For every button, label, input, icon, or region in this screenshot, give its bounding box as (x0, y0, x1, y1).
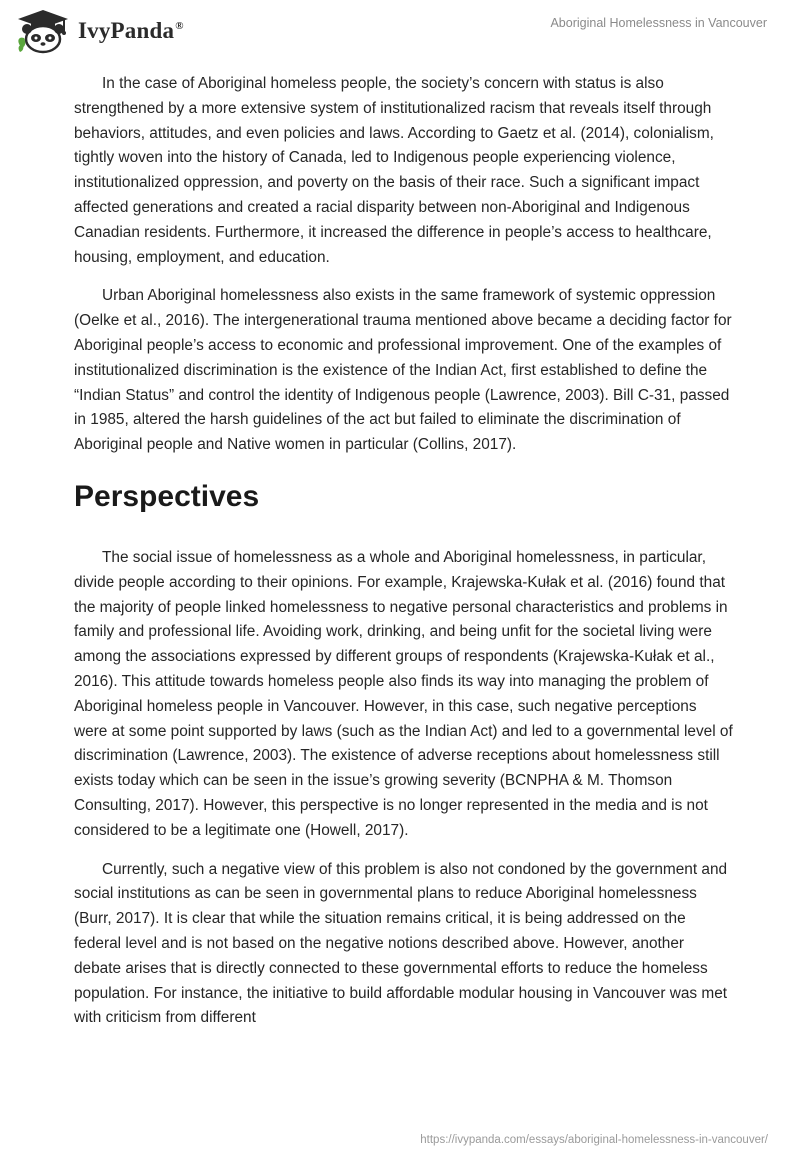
panda-graduate-icon (14, 8, 72, 54)
document-title: Aboriginal Homelessness in Vancouver (550, 16, 767, 30)
essay-content (74, 72, 734, 1045)
ivypanda-logo[interactable] (14, 8, 184, 54)
brand-name: IvyPanda® (78, 18, 184, 43)
page-header (0, 0, 800, 70)
paragraph-2: Urban Aboriginal homelessness also exists in the same framework of systemic oppression (Oelke et al., 2016). The intergenerational trauma mentioned above became a deciding factor for Aboriginal people’s access to economic and professional improvement. One of the examples of institutionalized discrimination is the existence of the Indian Act, first established to define the “Indian Status” and control the identity of Indigenous people (Lawrence, 2003). Bill C-31, passed in 1985, altered the harsh guidelines of the act but failed to eliminate the discrimination of Aboriginal people and Native women in particular (Collins, 2017). (74, 287, 732, 454)
paragraph-4: Currently, such a negative view of this problem is also not condoned by the government and social institutions as can be seen in governmental plans to reduce Aboriginal homelessness (Burr, 2017). It is clear that while the situation remains critical, it is being addressed on the federal level and is not based on the negative notions described above. However, another debate arises that is directly connected to these governmental efforts to reduce the homeless population. For instance, the initiative to build affordable modular housing in Vancouver was met with criticism from different (74, 860, 728, 1027)
footer-source-url[interactable]: https://ivypanda.com/essays/aboriginal-homelessness-in-vancouver/ (420, 1134, 768, 1146)
paragraph-1: In the case of Aboriginal homeless people, the society’s concern with status is also strengthened by a more extensive system of institutionalized racism that reveals itself through behaviors, attitudes, and even policies and laws. According to Gaetz et al. (2014), colonialism, tightly woven into the history of Canada, led to Indigenous people experiencing violence, institutionalized oppression, and poverty on the basis of their race. Such a significant impact affected generations and created a racial disparity between non-Aboriginal and Indigenous Canadian residents. Furthermore, it increased the difference in people’s access to healthcare, housing, employment, and education. (74, 75, 714, 266)
paragraph-3: The social issue of homelessness as a whole and Aboriginal homelessness, in particular, divide people according to their opinions. For example, Krajewska-Kułak et al. (2016) found that the majority of people linked homelessness to negative personal characteristics and problems in family and professional life. Avoiding work, drinking, and being unfit for the societal living were among the associations expressed by different groups of respondents (Krajewska-Kułak et al., 2016). This attitude towards homeless people also finds its way into managing the problem of Aboriginal homeless people in Vancouver. However, in this case, such negative perceptions were at some point supported by laws (such as the Indian Act) and led to a governmental level of discrimination (Lawrence, 2003). The existence of adverse receptions about homelessness still exists today which can be seen in the issue’s growing severity (BCNPHA & M. Thomson Consulting, 2017). However, this perspective is no longer represented in the media and is not considered to be a legitimate one (Howell, 2017). (74, 548, 733, 839)
section-heading-perspectives: Perspectives (74, 479, 260, 513)
